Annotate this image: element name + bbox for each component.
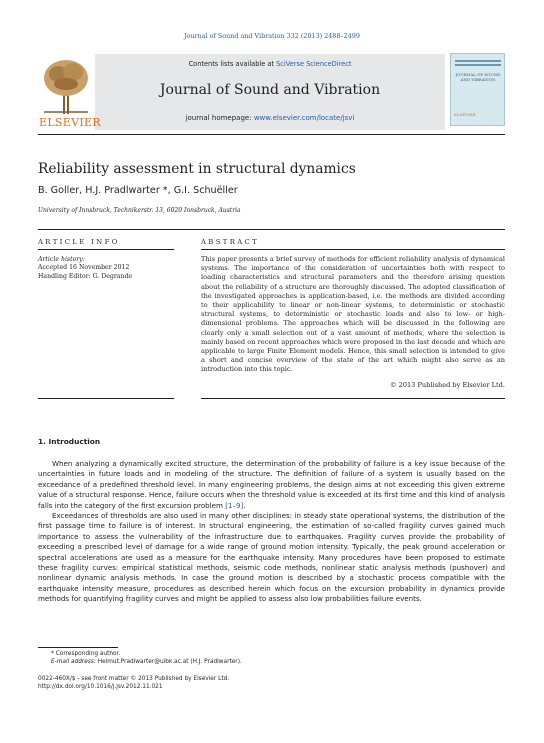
article-info-rule xyxy=(38,249,174,250)
intro-p1-text: When analyzing a dynamically excited structure, the determination of the probability of failure is a key issue because of the uncertainties in future loads and in modeling of the structure. The definition of failure of a system is usually based on the exceedance of a predefined threshold level. In many engineering problems, the design aims at not exceeding this given extreme value of a structural response. Hence, failure occurs when the threshold value is exceeded at its first time and this kind of analysis falls into the category of the first excursion problem xyxy=(38,459,505,510)
doi-link[interactable]: http://dx.doi.org/10.1016/j.jsv.2012.11.021 xyxy=(38,684,163,691)
homepage-prefix: journal homepage: xyxy=(185,114,254,122)
abstract-text: This paper presents a brief survey of methods for efficient reliability analysis of dynamical systems. The importance of the consideration of uncertainties both with respect to loading characteristics and structural parameters and the therefore arising question about the reliability of a structure are thoroughly discussed. The adopted classification of the investigated approaches is application-based, i.e. the methods are divided according to their applicability to linear or non-linear systems, to deterministic or stochastic structural systems, to deterministic or stochastic loads and also to low- or high-dimensional problems. The approaches which will be discussed in the following are clearly only a small selection out of a vast amount of methods, where the selection is mainly based on recent approaches which were proposed in the last decade and which are applicable to large Finite Element models. Hence, this small selection is intended to give a short and concise overview of the state of the art which might also serve as an introduction into this topic. xyxy=(201,255,505,374)
accepted-date: Accepted 16 November 2012 xyxy=(38,264,130,272)
introduction-heading: 1. Introduction xyxy=(38,437,101,446)
article-history xyxy=(38,256,132,281)
introduction-body xyxy=(38,459,505,605)
cover-title: JOURNAL OF SOUND AND VIBRATION xyxy=(455,72,501,82)
email-label: E-mail address: xyxy=(51,659,96,666)
publisher-logo: ELSEVIER xyxy=(39,116,101,129)
corresponding-author-footnote xyxy=(38,650,242,667)
article-info-heading: ARTICLE INFO xyxy=(38,238,120,246)
journal-name: Journal of Sound and Vibration xyxy=(159,82,381,98)
homepage-link[interactable]: www.elsevier.com/locate/jsvi xyxy=(253,114,355,122)
reference-link[interactable]: [1–9] xyxy=(225,500,244,510)
cover-band xyxy=(455,60,501,62)
header-rule xyxy=(38,134,505,135)
intro-paragraph-2: Exceedances of thresholds are also used in many other disciplines: in steady state operational systems, the distribution of the first passage time to failure is of interest. In structural engineering, the estimation of so-called fragility curves gained much importance to assess the vulnerability of the infrastructure due to earthquakes. Fragility curves provide the probability of exceeding a prescribed level of damage for a wide range of ground motion intensity. Typically, the peak ground acceleration or spectral accelerations are used as a measure for the earthquake intensity. Many procedures have been proposed to estimate these fragility curves: empirical statistical methods, seismic code methods, nonlinear static analysis methods (pushover) and nonlinear dynamic analysis methods. In case the ground motion is described by a stochastic process compatible with the earthquake intensity measure, procedures as described herein which focus on the excursion probability in dynamics provide methods for quantifying fragility curves and might be applied to assess also low probabilities failure events. xyxy=(38,511,505,604)
issn-block xyxy=(38,675,229,692)
footnote-rule xyxy=(38,647,118,648)
footnote-mark: * Corresponding author. xyxy=(51,651,121,657)
history-label: Article history: xyxy=(38,256,85,263)
abstract-bottom-rule xyxy=(201,398,505,399)
section-rule xyxy=(38,229,505,230)
journal-cover-thumbnail xyxy=(450,53,505,126)
abstract-heading: ABSTRACT xyxy=(201,238,260,246)
contents-line xyxy=(95,60,445,68)
article-title: Reliability assessment in structural dynamics xyxy=(38,161,356,177)
cover-band xyxy=(455,64,501,66)
contents-prefix: Contents lists available at xyxy=(188,60,277,68)
journal-homepage xyxy=(95,114,445,122)
abstract-rule xyxy=(201,249,505,250)
abstract-copyright: © 2013 Published by Elsevier Ltd. xyxy=(389,381,505,389)
intro-paragraph-1 xyxy=(38,459,505,511)
intro-p1-end: . xyxy=(243,500,246,510)
issn-line: 0022-460X/$ - see front matter © 2013 Published by Elsevier Ltd. xyxy=(38,676,230,682)
footnote-email xyxy=(38,658,242,666)
email-address[interactable]: Helmut.Pradlwarter@uibk.ac.at (H.J. Pradlwarter). xyxy=(95,659,242,666)
handling-editor: Handling Editor: G. Degrande xyxy=(38,272,133,280)
article-info-bottom-rule xyxy=(38,398,174,399)
author-affiliation: University of Innsbruck, Technikerstr. 13, 6020 Innsbruck, Austria xyxy=(38,207,241,214)
article-authors: B. Goller, H.J. Pradlwarter *, G.I. Schuëller xyxy=(38,185,238,196)
cover-elsevier-logo: ELSEVIER xyxy=(454,112,476,117)
journal-citation: Journal of Sound and Vibration 332 (2013) 2488–2499 xyxy=(184,32,360,40)
sciencedirect-link[interactable]: SciVerse ScienceDirect xyxy=(276,60,352,68)
